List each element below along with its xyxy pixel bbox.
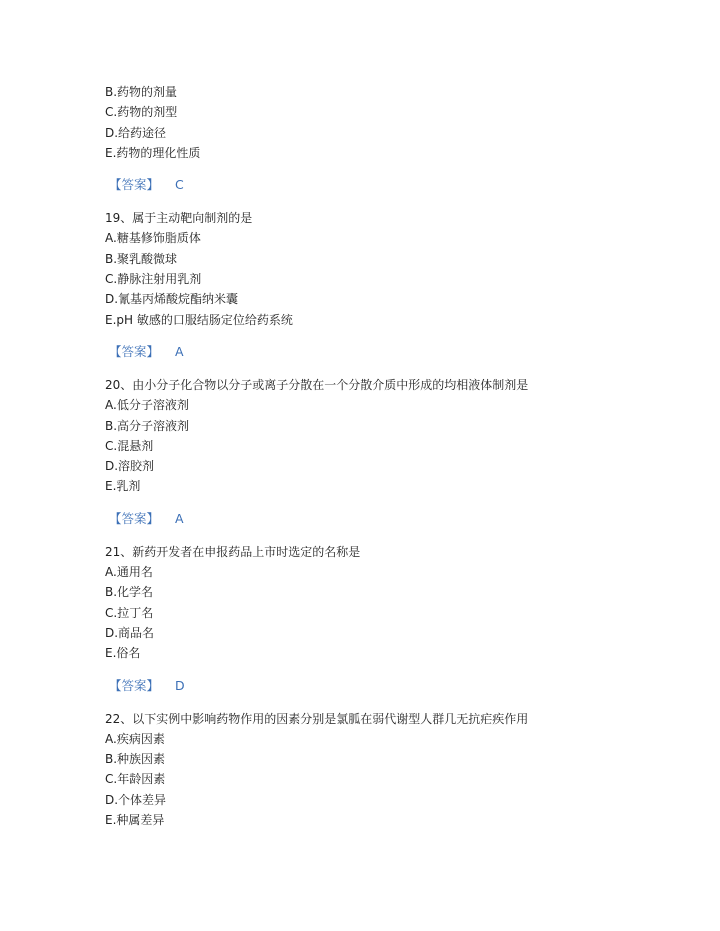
answer-value: A <box>175 343 184 359</box>
question-21 <box>105 542 665 709</box>
option-e: E.药物的理化性质 <box>105 145 201 160</box>
answer-line <box>109 676 665 696</box>
option-c: C.静脉注射用乳剂 <box>105 272 202 287</box>
question-stem: 22、以下实例中影响药物作用的因素分别是氯胍在弱代谢型人群几无抗疟疾作用 <box>105 711 529 726</box>
option-e: E.乳剂 <box>105 479 141 494</box>
answer-label: 【答案】 <box>109 510 160 526</box>
option-d: D.个体差异 <box>105 792 167 807</box>
option-c: C.药物的剂型 <box>105 105 178 120</box>
option-d: D.溶胶剂 <box>105 459 155 474</box>
partial-question <box>105 82 665 208</box>
option-e: E.俗名 <box>105 646 141 661</box>
option-a: A.低分子溶液剂 <box>105 398 189 413</box>
answer-label: 【答案】 <box>109 177 160 193</box>
option-a: A.疾病因素 <box>105 731 165 746</box>
option-e: E.pH 敏感的口服结肠定位给药系统 <box>105 312 293 327</box>
answer-line <box>109 342 665 362</box>
option-d: D.给药途径 <box>105 125 167 140</box>
option-b: B.聚乳酸微球 <box>105 251 178 266</box>
option-d: D.氰基丙烯酸烷酯纳米囊 <box>105 292 239 307</box>
option-c: C.混悬剂 <box>105 438 154 453</box>
answer-value: C <box>175 177 184 193</box>
option-a: A.通用名 <box>105 565 153 580</box>
answer-line <box>109 175 665 195</box>
question-list <box>105 82 665 830</box>
option-a: A.糖基修饰脂质体 <box>105 231 201 246</box>
option-b: B.高分子溶液剂 <box>105 418 190 433</box>
answer-line <box>109 509 665 529</box>
question-stem: 19、属于主动靶向制剂的是 <box>105 211 253 226</box>
option-e: E.种属差异 <box>105 813 165 828</box>
answer-value: A <box>175 510 184 526</box>
answer-label: 【答案】 <box>109 677 160 693</box>
question-20 <box>105 375 665 542</box>
option-b: B.种族因素 <box>105 752 166 767</box>
answer-value: D <box>175 677 185 693</box>
option-d: D.商品名 <box>105 625 155 640</box>
question-stem: 21、新药开发者在申报药品上市时选定的名称是 <box>105 544 361 559</box>
answer-label: 【答案】 <box>109 343 160 359</box>
option-c: C.年龄因素 <box>105 772 166 787</box>
option-c: C.拉丁名 <box>105 605 154 620</box>
question-19 <box>105 208 665 375</box>
question-22 <box>105 709 665 831</box>
option-b: B.药物的剂量 <box>105 85 178 99</box>
option-b: B.化学名 <box>105 585 154 600</box>
question-stem: 20、由小分子化合物以分子或离子分散在一个分散介质中形成的均相液体制剂是 <box>105 377 529 392</box>
